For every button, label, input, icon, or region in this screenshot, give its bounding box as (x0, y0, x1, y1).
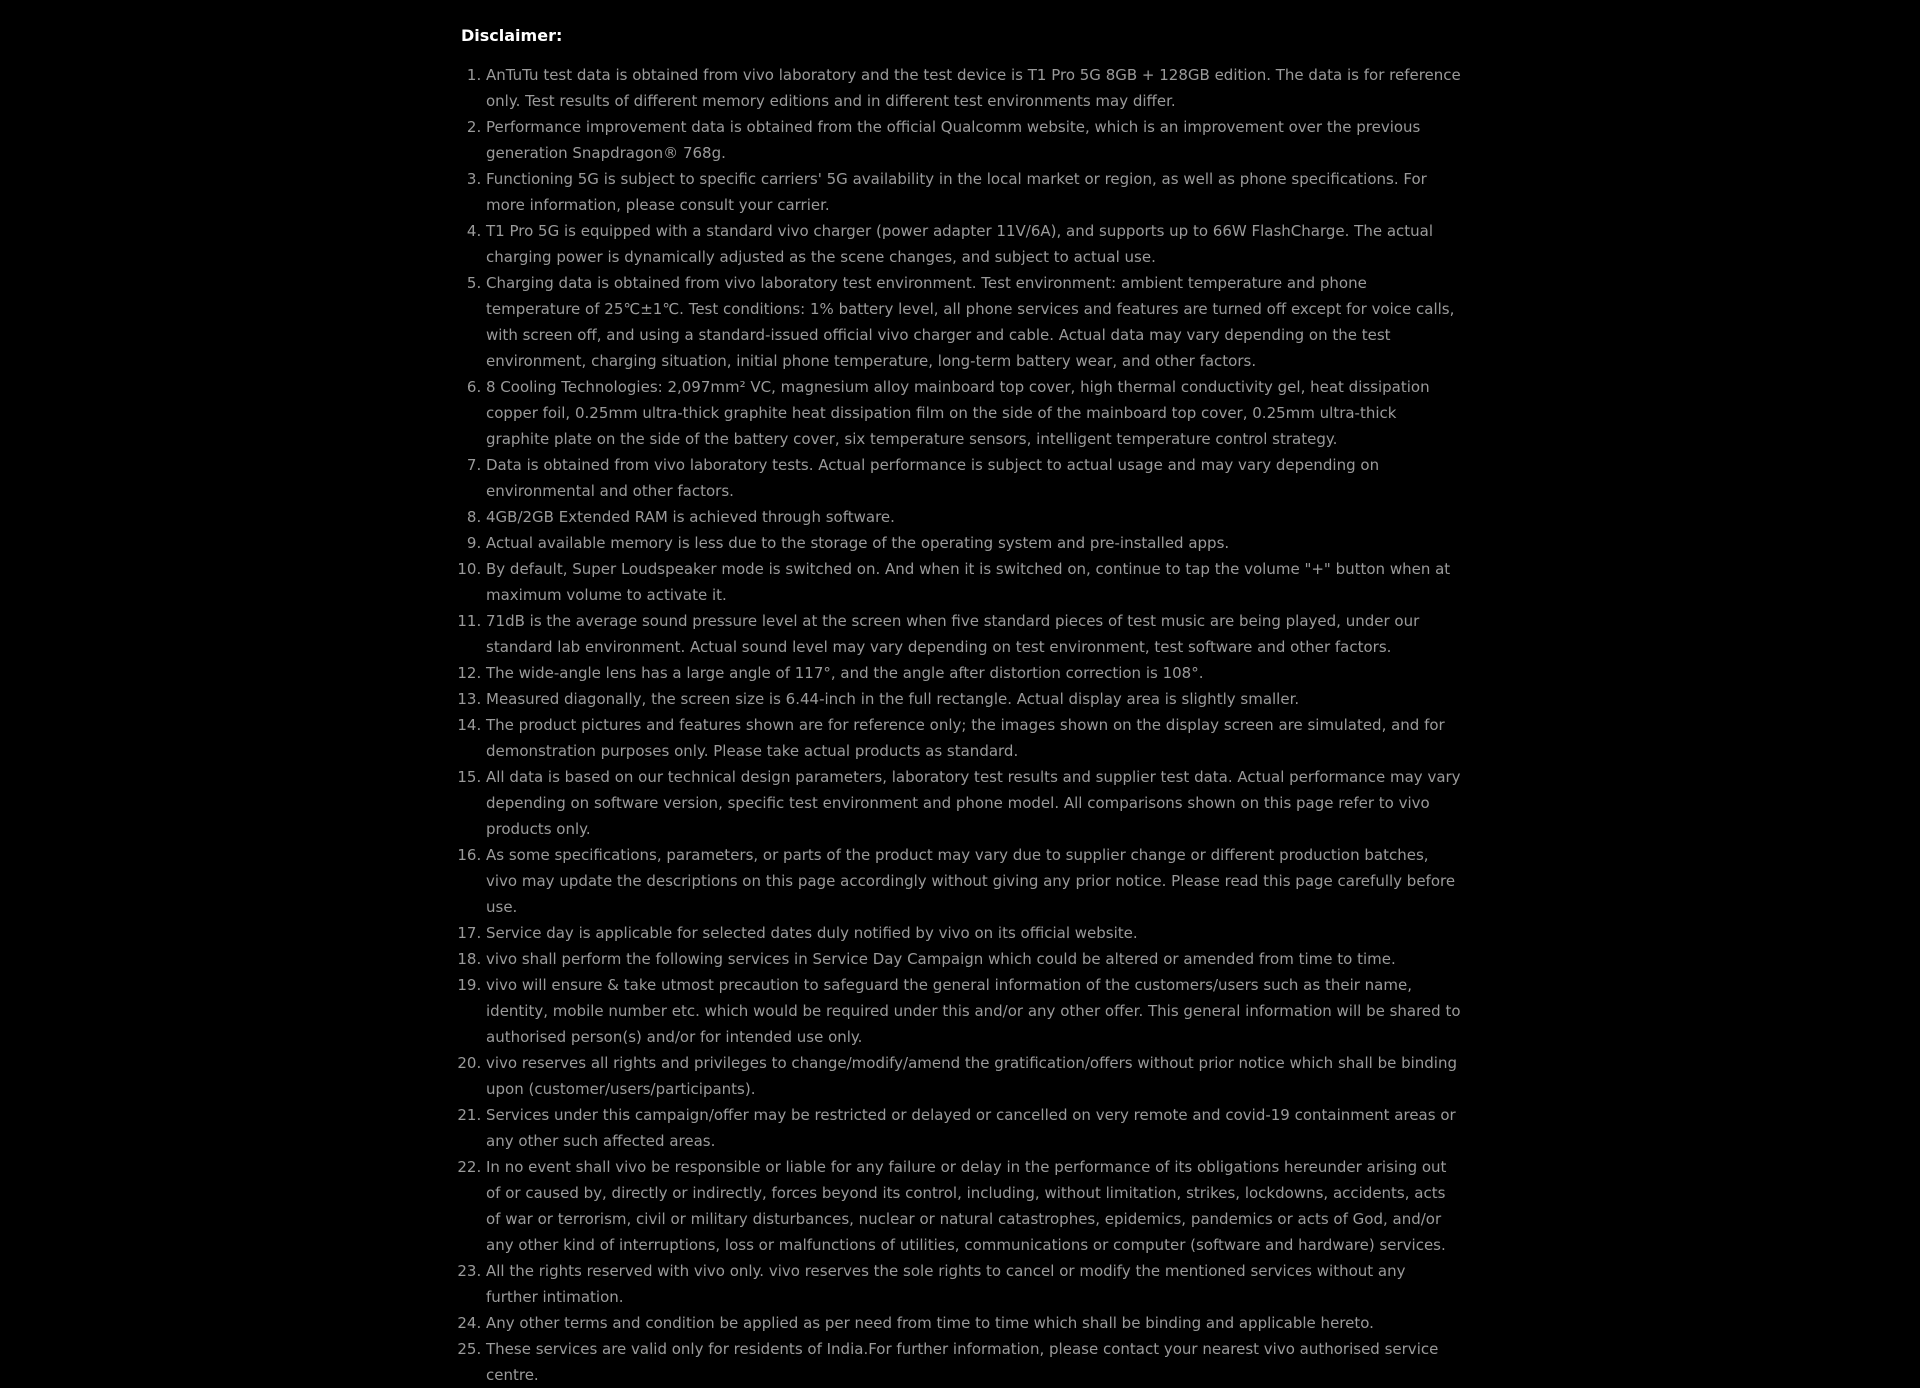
disclaimer-item: 19. vivo will ensure & take utmost precaution to safeguard the general information of the customers/users such as their name, identity, mobile number etc. which would be required under this and/or any other offer. This general information will be shared to authorised person(s) and/or for intended use only. (486, 972, 1461, 1050)
disclaimer-item: 18. vivo shall perform the following services in Service Day Campaign which could be altered or amended from time to time. (486, 946, 1461, 972)
disclaimer-item: 15. All data is based on our technical design parameters, laboratory test results and supplier test data. Actual performance may vary depending on software version, specific test environment and phone model. All comparisons shown on this page refer to vivo products only. (486, 764, 1461, 842)
disclaimer-item: 13. Measured diagonally, the screen size is 6.44-inch in the full rectangle. Actual display area is slightly smaller. (486, 686, 1461, 712)
disclaimer-item: 1. AnTuTu test data is obtained from vivo laboratory and the test device is T1 Pro 5G 8GB + 128GB edition. The data is for reference only. Test results of different memory editions and in different test environments may differ. (486, 62, 1461, 114)
disclaimer-item: 2. Performance improvement data is obtained from the official Qualcomm website, which is an improvement over the previous generation Snapdragon® 768g. (486, 114, 1461, 166)
disclaimer-item: 6. 8 Cooling Technologies: 2,097mm² VC, magnesium alloy mainboard top cover, high thermal conductivity gel, heat dissipation copper foil, 0.25mm ultra-thick graphite heat dissipation film on the side of the mainboard top cover, 0.25mm ultra-thick graphite plate on the side of the battery cover, six temperature sensors, intelligent temperature control strategy. (486, 374, 1461, 452)
disclaimer-item: 22. In no event shall vivo be responsible or liable for any failure or delay in the performance of its obligations hereunder arising out of or caused by, directly or indirectly, forces beyond its control, including, without limitation, strikes, lockdowns, accidents, acts of war or terrorism, civil or military disturbances, nuclear or natural catastrophes, epidemics, pandemics or acts of God, and/or any other kind of interruptions, loss or malfunctions of utilities, communications or computer (software and hardware) services. (486, 1154, 1461, 1258)
disclaimer-item: 9. Actual available memory is less due to the storage of the operating system and pre-installed apps. (486, 530, 1461, 556)
disclaimer-item: 12. The wide-angle lens has a large angle of 117°, and the angle after distortion correction is 108°. (486, 660, 1461, 686)
disclaimer-item: 8. 4GB/2GB Extended RAM is achieved through software. (486, 504, 1461, 530)
disclaimer-item: 14. The product pictures and features shown are for reference only; the images shown on the display screen are simulated, and for demonstration purposes only. Please take actual products as standard. (486, 712, 1461, 764)
disclaimer-item: 11. 71dB is the average sound pressure level at the screen when five standard pieces of test music are being played, under our standard lab environment. Actual sound level may vary depending on test environment, test software and other factors. (486, 608, 1461, 660)
disclaimer-item: 21. Services under this campaign/offer may be restricted or delayed or cancelled on very remote and covid-19 containment areas or any other such affected areas. (486, 1102, 1461, 1154)
disclaimer-item: 25. These services are valid only for residents of India.For further information, please contact your nearest vivo authorised service centre. (486, 1336, 1461, 1388)
disclaimer-item: 10. By default, Super Loudspeaker mode is switched on. And when it is switched on, continue to tap the volume "+" button when at maximum volume to activate it. (486, 556, 1461, 608)
disclaimer-item: 23. All the rights reserved with vivo only. vivo reserves the sole rights to cancel or modify the mentioned services without any further intimation. (486, 1258, 1461, 1310)
disclaimer-item: 4. T1 Pro 5G is equipped with a standard vivo charger (power adapter 11V/6A), and supports up to 66W FlashCharge. The actual charging power is dynamically adjusted as the scene changes, and subject to actual use. (486, 218, 1461, 270)
disclaimer-title: Disclaimer: (461, 26, 563, 45)
disclaimer-item: 20. vivo reserves all rights and privileges to change/modify/amend the gratification/offers without prior notice which shall be binding upon (customer/users/participants). (486, 1050, 1461, 1102)
disclaimer-item: 24. Any other terms and condition be applied as per need from time to time which shall be binding and applicable hereto. (486, 1310, 1461, 1336)
disclaimer-item: 5. Charging data is obtained from vivo laboratory test environment. Test environment: ambient temperature and phone temperature of 25℃±1℃. Test conditions: 1% battery level, all phone services and features are turned off except for voice calls, with screen off, and using a standard-issued official vivo charger and cable. Actual data may vary depending on the test environment, charging situation, initial phone temperature, long-term battery wear, and other factors. (486, 270, 1461, 374)
disclaimer-list (461, 62, 1461, 1388)
disclaimer-item: 3. Functioning 5G is subject to specific carriers' 5G availability in the local market or region, as well as phone specifications. For more information, please consult your carrier. (486, 166, 1461, 218)
disclaimer-item: 16. As some specifications, parameters, or parts of the product may vary due to supplier change or different production batches, vivo may update the descriptions on this page accordingly without giving any prior notice. Please read this page carefully before use. (486, 842, 1461, 920)
disclaimer-section (461, 20, 1461, 1388)
disclaimer-item: 17. Service day is applicable for selected dates duly notified by vivo on its official website. (486, 920, 1461, 946)
disclaimer-item: 7. Data is obtained from vivo laboratory tests. Actual performance is subject to actual usage and may vary depending on environmental and other factors. (486, 452, 1461, 504)
